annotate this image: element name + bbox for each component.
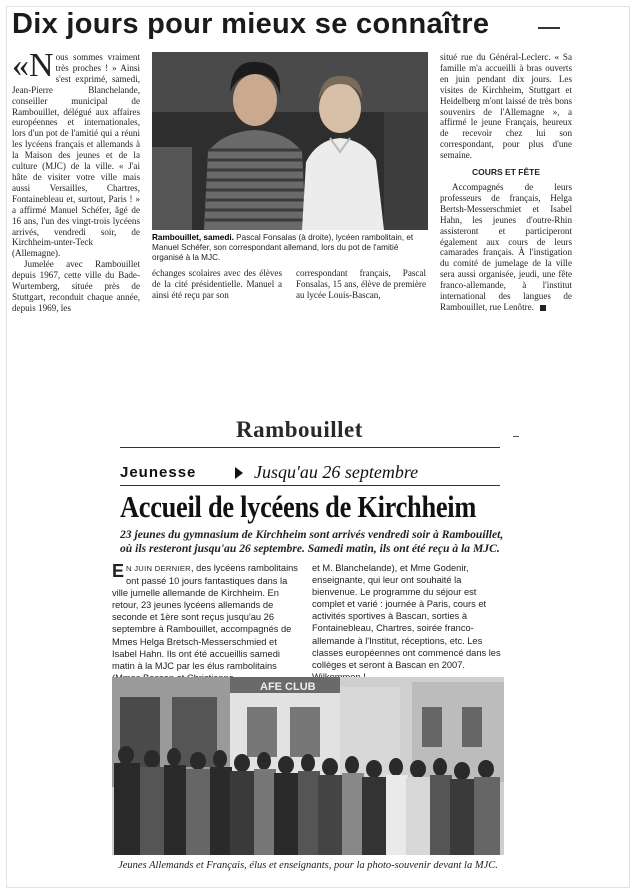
group-photo-image bbox=[112, 677, 504, 855]
kicker-rule bbox=[120, 485, 500, 486]
article1-col1-para2: Jumelée avec Rambouillet depuis 1967, cette ville du Bade-Wurtemberg, située près de Stuttgart, reconduit chaque année, depuis 1969, les bbox=[12, 259, 140, 313]
group-photo bbox=[112, 677, 504, 855]
kicker-subtitle: Jusqu'au 26 septembre bbox=[254, 462, 419, 482]
article1-headline: Dix jours pour mieux se connaître bbox=[12, 8, 490, 40]
article1-col4-para2: Accompagnés de leurs professeurs de français, Helga Bertsh-Messerschmiet et Isabel Hahn, les jeunes d'outre-Rhin assisteront et participeront également aux cours de leurs camarades français. À l'instigation du comité de jumelage de la ville sera aussi organisée, jeudi, une fête franco-allemande, à l'institut international des langues de Rambouillet, rue Lenôtre. bbox=[440, 181, 572, 312]
small-dash bbox=[513, 436, 519, 437]
section-title: Rambouillet bbox=[236, 417, 363, 442]
headline-dash bbox=[538, 27, 560, 29]
photo-caption-text: Pascal Fonsalas (à droite), lycéen rambolitain, et Manuel Schéfer, son correspondant allemand, lors du pot de l'amitié organisé à la MJC. bbox=[152, 233, 414, 262]
article2-col1-text: , des lycéens rambolitains ont passé 10 jours fantastiques dans la ville jumelle allemande de Kirchheim. En retour, 23 jeunes lycéens allemands de seconde et 1ère sont reçus jusqu'au 26 septembre à Rambouillet, accompagnés de Mmes Helga Bretsch-Messerschmied et Isabel Hahn. Ils ont été accueillis samedi matin à la MJC par les élus rambolitains bbox=[112, 563, 298, 671]
photo-caption-bold: Rambouillet, samedi. bbox=[152, 233, 234, 242]
article1-column-3: correspondant français, Pascal Fonsalas, 15 ans, élève de première au lycée Louis-Bascan, bbox=[296, 268, 426, 300]
end-mark bbox=[540, 305, 546, 311]
article1-col1-para1: ous sommes vraiment très proches ! » Ainsi s'est exprimé, samedi, Jean-Pierre Blanchelande, conseiller municipal de Rambouillet, délégué aux affaires européennes et internationales, lors d'un pot de l'amitié qui a réuni les lycéens français et allemands à la Maison des jeunes et de la culture (MJC) de la ville. « J'ai hâte de visiter votre ville mais aussi Versailles, Chartres, Fontainebleau et, surtout, Paris ! » a affirmé Manuel Schéfer, âgé de 16 ans, l'un des vingt-trois lycéens arrivés, vendredi soir, de Kirchheim-unter-Teck (Allemagne). bbox=[12, 52, 140, 259]
dropcap: «N bbox=[12, 47, 54, 84]
photo-caption bbox=[152, 233, 428, 263]
article2-column-1 bbox=[112, 562, 302, 684]
subhead-cours-et-fete: COURS ET FÊTE bbox=[471, 167, 540, 178]
article2-headline: Accueil de lycéens de Kirchheim bbox=[120, 489, 477, 524]
group-photo-caption: Jeunes Allemands et Français, élus et enseignants, pour la photo-souvenir devant la MJC. bbox=[118, 860, 498, 871]
article1-column-4 bbox=[440, 52, 572, 313]
kicker: Jeunesse bbox=[120, 464, 197, 481]
club-sign: AFE CLUB bbox=[260, 681, 316, 693]
article2-column-2: et M. Blanchelande), et Mme Godenir, enseignante, qui leur ont souhaité la bienvenue. Le programme du séjour est complet et varié : journée à Paris, cours et activités sportives à Bascan, sorties à Fontainebleau, Chartres, soirée franco-allemande à l'Institut, réceptions, etc. Les classes européennes ont commencé dans les collèges et seront à Bascan en 2007. bbox=[312, 563, 501, 670]
article2-lede: 23 jeunes du gymnasium de Kirchheim sont arrivés vendredi soir à Rambouillet, où ils resteront jusqu'au 26 septembre. Samedi matin, ils ont été reçu à la MJC. bbox=[120, 528, 504, 555]
lead-caps: N JUIN DERNIER bbox=[126, 564, 191, 573]
kicker-arrow-icon bbox=[235, 467, 243, 479]
article1-col4-para1: situé rue du Général-Leclerc. « Sa famille m'a accueilli à bras ouverts en juin pendant dix jours. Les visites de Kirchheim, Stuttgart et Heidelberg m'ont laissé de très bons souvenirs de l'Allemagne », a affirmé le jeune Français, heureux de recevoir chez lui son correspondant, pour plus d'une semaine. bbox=[440, 52, 572, 161]
article1-column-2: échanges scolaires avec des élèves de la cité présidentielle. Manuel a ainsi été reçu par son bbox=[152, 268, 282, 300]
section-rule bbox=[120, 447, 500, 448]
article1-column-1 bbox=[12, 47, 140, 314]
dropcap: E bbox=[112, 561, 125, 581]
photo-two-students bbox=[152, 52, 428, 230]
photo-two-students-image bbox=[152, 52, 428, 230]
